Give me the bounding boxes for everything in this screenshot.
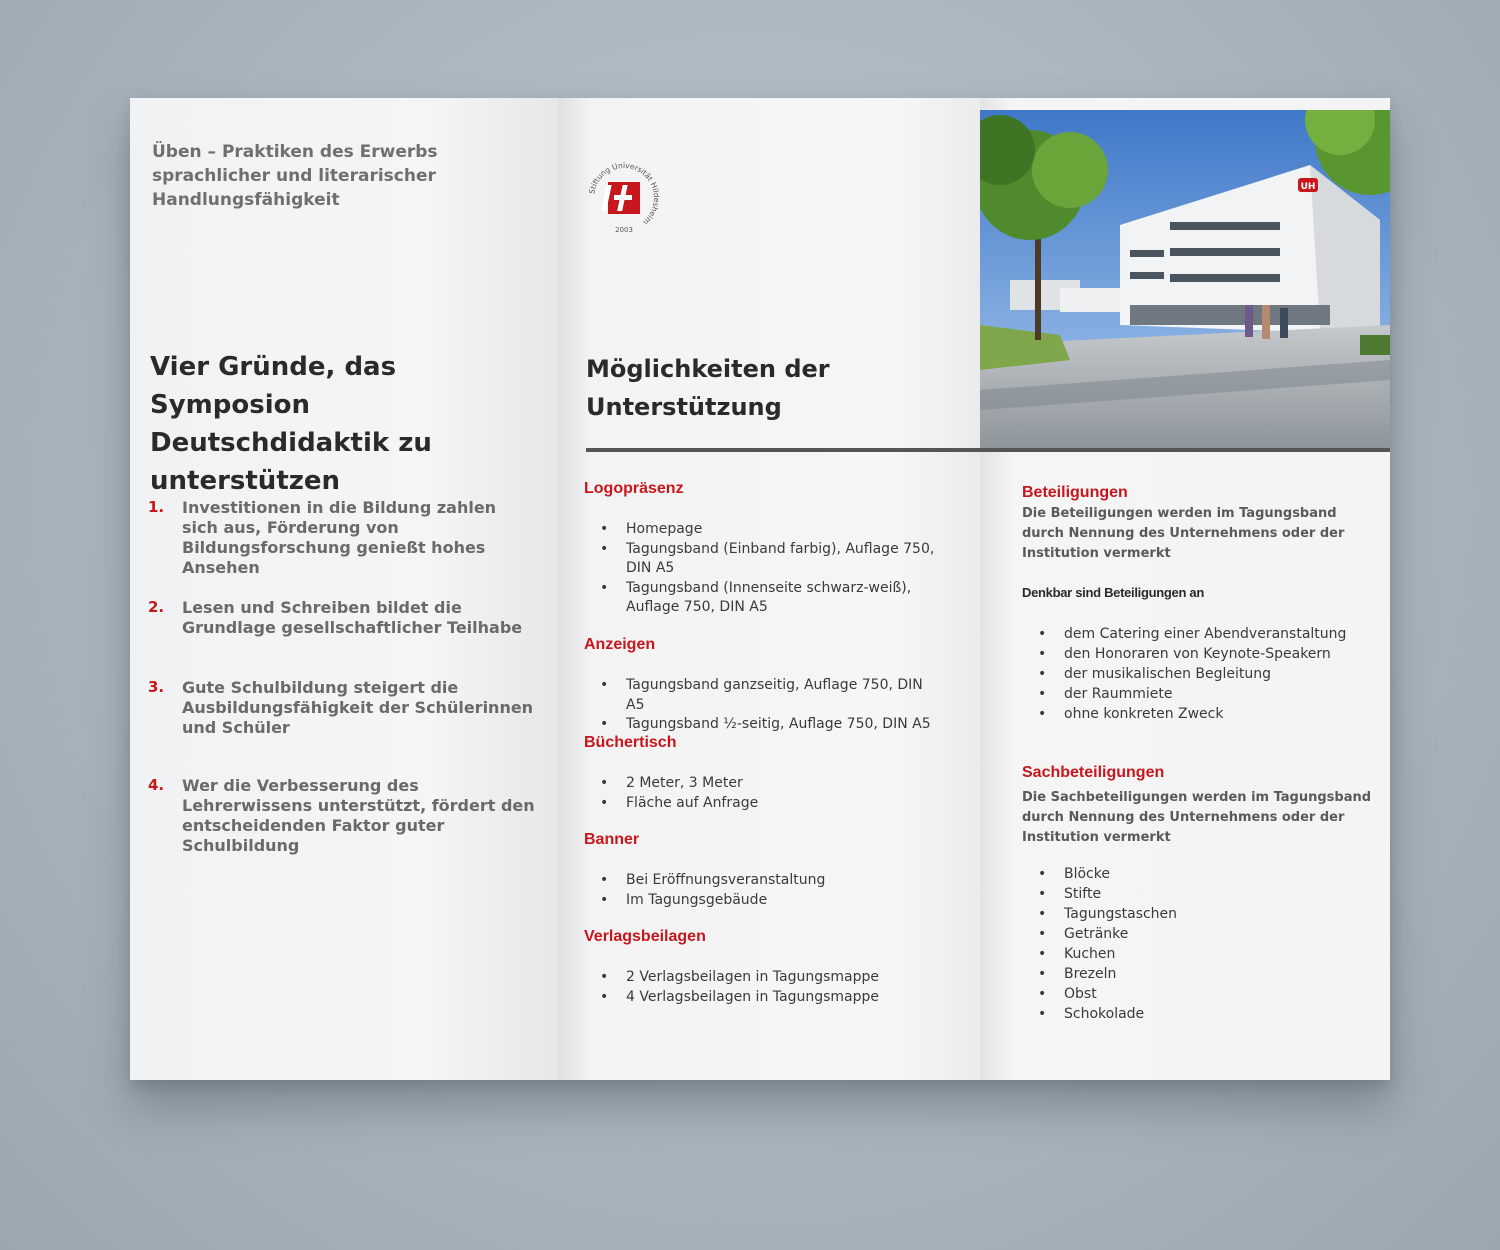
reason-text: Wer die Verbesserung des Lehrerwissens unterstützt, fördert den entscheidenden Faktor guter Schulbildung: [182, 776, 535, 855]
section-title-sachbeteiligungen: Sachbeteiligungen: [1022, 764, 1165, 781]
list-item: • Tagungsband ½-seitig, Auflage 750, DIN A5: [600, 715, 940, 735]
list-item: • Tagungsband (Einband farbig), Auflage 750, DIN A5: [600, 540, 940, 579]
section-title-verlagsbeilagen: Verlagsbeilagen: [584, 928, 706, 945]
campus-building-photo: [980, 110, 1390, 450]
svg-text:UH: UH: [1300, 182, 1316, 192]
list-item: • der Raummiete: [1038, 684, 1368, 704]
svg-text:2003: 2003: [615, 226, 633, 234]
list-item: • Kuchen: [1038, 944, 1368, 964]
support-options-heading: Möglichkeiten der Unterstützung: [586, 355, 830, 421]
reasons-heading: Vier Gründe, das Symposion Deutschdidaktik zu unterstützen: [150, 352, 432, 496]
university-seal-logo: [586, 160, 662, 236]
svg-text:Stiftung Universität Hildeshei: Stiftung Universität Hildesheim: [587, 160, 662, 227]
list-item: • Stifte: [1038, 884, 1368, 904]
logopraesenz-list: [600, 520, 940, 618]
anzeigen-list: [600, 676, 940, 735]
list-item: • Blöcke: [1038, 864, 1368, 884]
left-panel: [130, 98, 558, 1080]
list-item: • Homepage: [600, 520, 940, 540]
list-item: • Fläche auf Anfrage: [600, 794, 940, 814]
list-item: • Tagungsband (Innenseite schwarz-weiß), Auflage 750, DIN A5: [600, 579, 940, 618]
list-item: • 2 Verlagsbeilagen in Tagungsmappe: [600, 968, 940, 988]
reason-text: Investitionen in die Bildung zahlen sich aus, Förderung von Bildungsforschung genießt hohes Ansehen: [182, 498, 497, 577]
right-panel: [980, 98, 1390, 1080]
section-divider: [586, 448, 1390, 452]
list-item: • ohne konkreten Zweck: [1038, 704, 1368, 724]
section-title-banner: Banner: [584, 831, 640, 848]
list-item: • 4 Verlagsbeilagen in Tagungsmappe: [600, 988, 940, 1008]
reason-number: 3.: [148, 678, 165, 696]
banner-list: [600, 871, 940, 910]
list-item: • Im Tagungsgebäude: [600, 891, 940, 911]
beteiligungen-subheading: Denkbar sind Beteiligungen an: [1022, 585, 1204, 600]
middle-panel: [558, 98, 980, 1080]
list-item: • den Honoraren von Keynote-Speakern: [1038, 644, 1368, 664]
beteiligungen-list: [1038, 624, 1368, 724]
list-item: • Obst: [1038, 984, 1368, 1004]
section-title-anzeigen: Anzeigen: [584, 636, 656, 653]
section-title-buechertisch: Büchertisch: [584, 734, 677, 751]
section-title-beteiligungen: Beteiligungen: [1022, 484, 1128, 501]
trifold-brochure: [130, 98, 1390, 1080]
list-item: • Tagungstaschen: [1038, 904, 1368, 924]
reason-number: 4.: [148, 776, 165, 794]
list-item: • Schokolade: [1038, 1004, 1368, 1024]
list-item: • 2 Meter, 3 Meter: [600, 774, 940, 794]
list-item: • der musikalischen Begleitung: [1038, 664, 1368, 684]
list-item: • Bei Eröffnungsveranstaltung: [600, 871, 940, 891]
list-item: • Brezeln: [1038, 964, 1368, 984]
verlagsbeilagen-list: [600, 968, 940, 1007]
list-item: • dem Catering einer Abendveranstaltung: [1038, 624, 1368, 644]
buechertisch-list: [600, 774, 940, 813]
list-item: • Tagungsband ganzseitig, Auflage 750, DIN A5: [600, 676, 940, 715]
reason-text: Gute Schulbildung steigert die Ausbildungsfähigkeit der Schülerinnen und Schüler: [182, 678, 534, 737]
sachbeteiligungen-list: [1038, 864, 1368, 1024]
brochure-subtitle: Üben – Praktiken des Erwerbs sprachlicher und literarischer Handlungsfähigkeit: [152, 142, 438, 210]
reason-number: 1.: [148, 498, 165, 516]
reason-text: Lesen und Schreiben bildet die Grundlage gesellschaftlicher Teilhabe: [182, 598, 523, 637]
beteiligungen-description: Die Beteiligungen werden im Tagungsband durch Nennung des Unternehmens oder der Institution vermerkt: [1022, 506, 1345, 561]
section-title-logopraesenz: Logopräsenz: [584, 480, 684, 497]
reason-number: 2.: [148, 598, 165, 616]
sachbeteiligungen-description: Die Sachbeteiligungen werden im Tagungsband durch Nennung des Unternehmens oder der Institution vermerkt: [1022, 790, 1372, 845]
list-item: • Getränke: [1038, 924, 1368, 944]
